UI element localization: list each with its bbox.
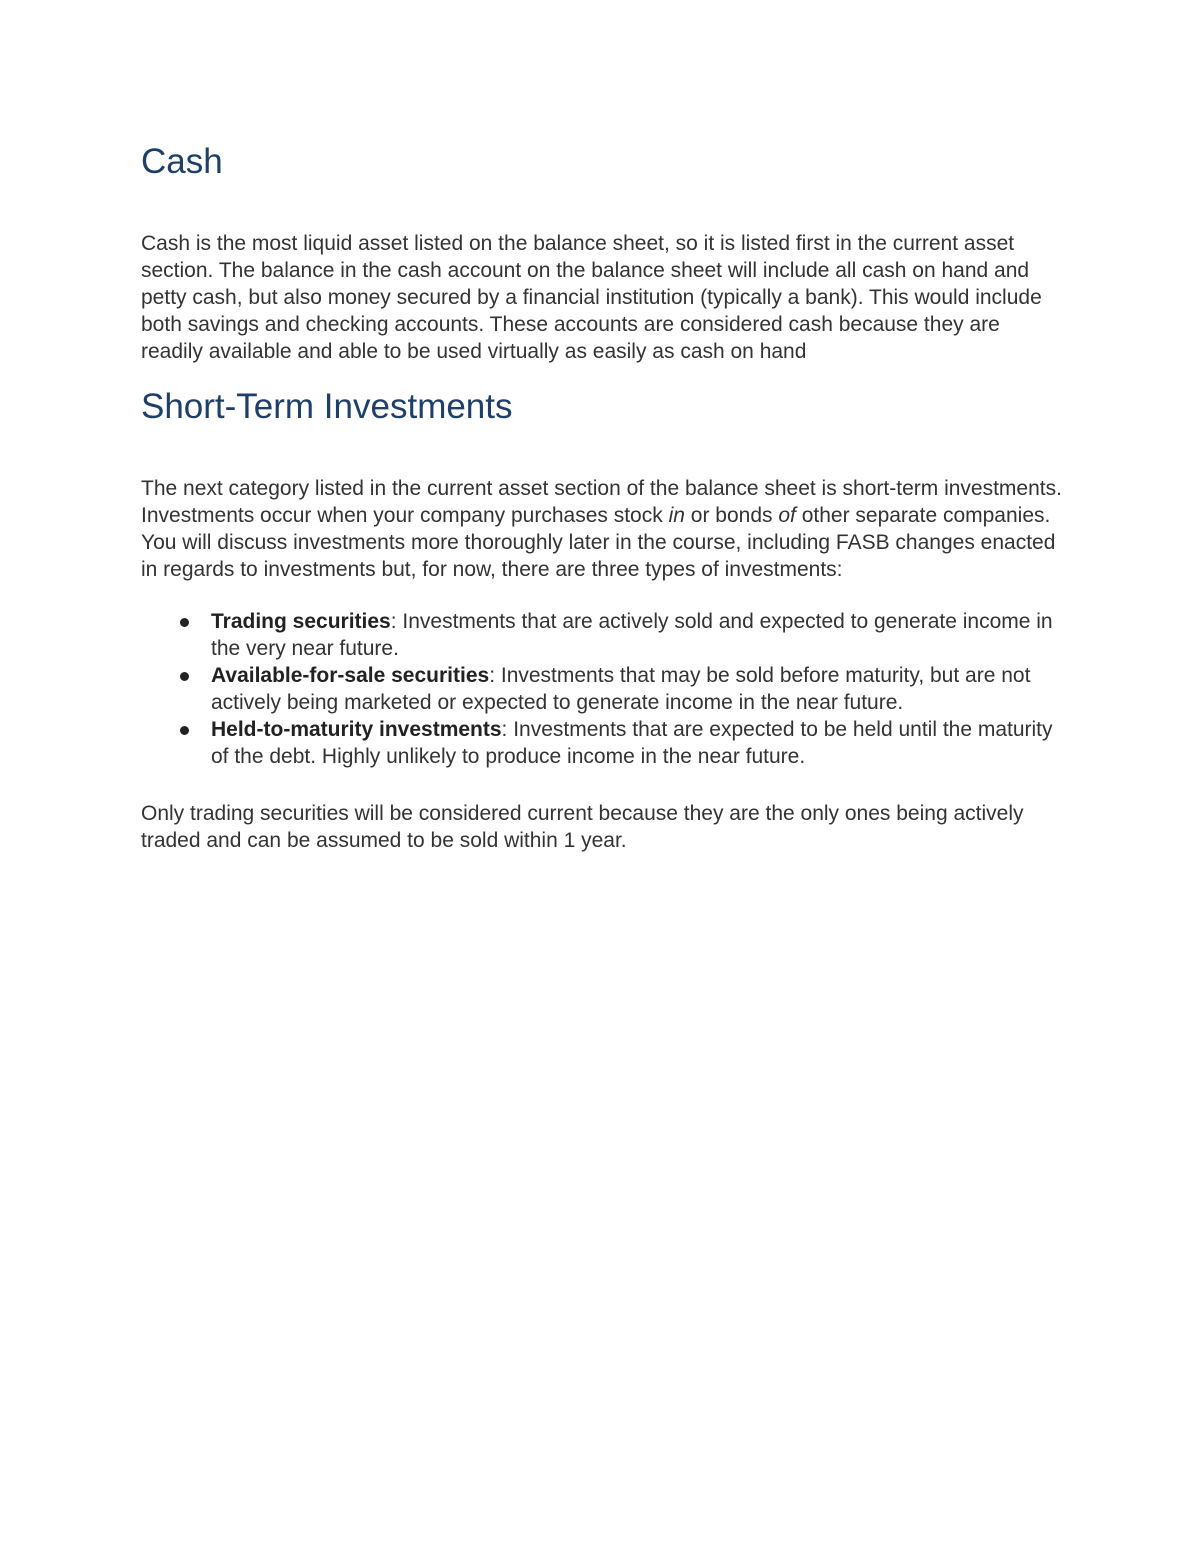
desc-held-to-maturity: : Investments that are expected to be held until the maturity of the debt. Highly unlikely to produce income in the near future. <box>211 718 1053 768</box>
list-item-held-to-maturity <box>141 716 1066 770</box>
document-page <box>141 138 1066 854</box>
bullet-icon <box>180 726 189 735</box>
term-trading-securities: Trading securities <box>211 610 391 633</box>
bullet-icon <box>180 672 189 681</box>
heading-cash: Cash <box>141 142 223 181</box>
intro-italic-in: in <box>668 504 685 527</box>
term-available-for-sale: Available-for-sale securities <box>211 664 490 687</box>
paragraph-closing: Only trading securities will be considered current because they are the only ones being actively traded and can be assumed to be sold within 1 year. <box>141 802 1024 852</box>
desc-trading-securities: : Investments that are actively sold and expected to generate income in the very near future. <box>211 610 1053 660</box>
intro-text-3: other separate companies. You will discuss investments more thoroughly later in the course, including FASB changes enacted in regards to investments but, for now, there are three types of investments: <box>141 504 1056 581</box>
list-item-trading-securities <box>141 608 1066 662</box>
bullet-icon <box>180 618 189 627</box>
paragraph-investments-intro <box>141 475 1066 583</box>
term-held-to-maturity: Held-to-maturity investments <box>211 718 502 741</box>
investment-types-list <box>141 608 1066 770</box>
intro-text-1: The next category listed in the current asset section of the balance sheet is short-term investments. Investments occur when your company purchases stock <box>141 477 1062 527</box>
desc-available-for-sale: : Investments that may be sold before maturity, but are not actively being marketed or expected to generate income in the near future. <box>211 664 1031 714</box>
intro-text-2: or bonds <box>684 504 779 527</box>
paragraph-cash: Cash is the most liquid asset listed on the balance sheet, so it is listed first in the current asset section. The balance in the cash account on the balance sheet will include all cash on hand and petty cash, but also money secured by a financial institution (typically a bank). This would include both savings and checking accounts. These accounts are considered cash because they are readily available and able to be used virtually as easily as cash on hand <box>141 232 1042 363</box>
intro-italic-of: of <box>778 504 796 527</box>
heading-short-term-investments: Short-Term Investments <box>141 387 513 426</box>
list-item-available-for-sale <box>141 662 1066 716</box>
